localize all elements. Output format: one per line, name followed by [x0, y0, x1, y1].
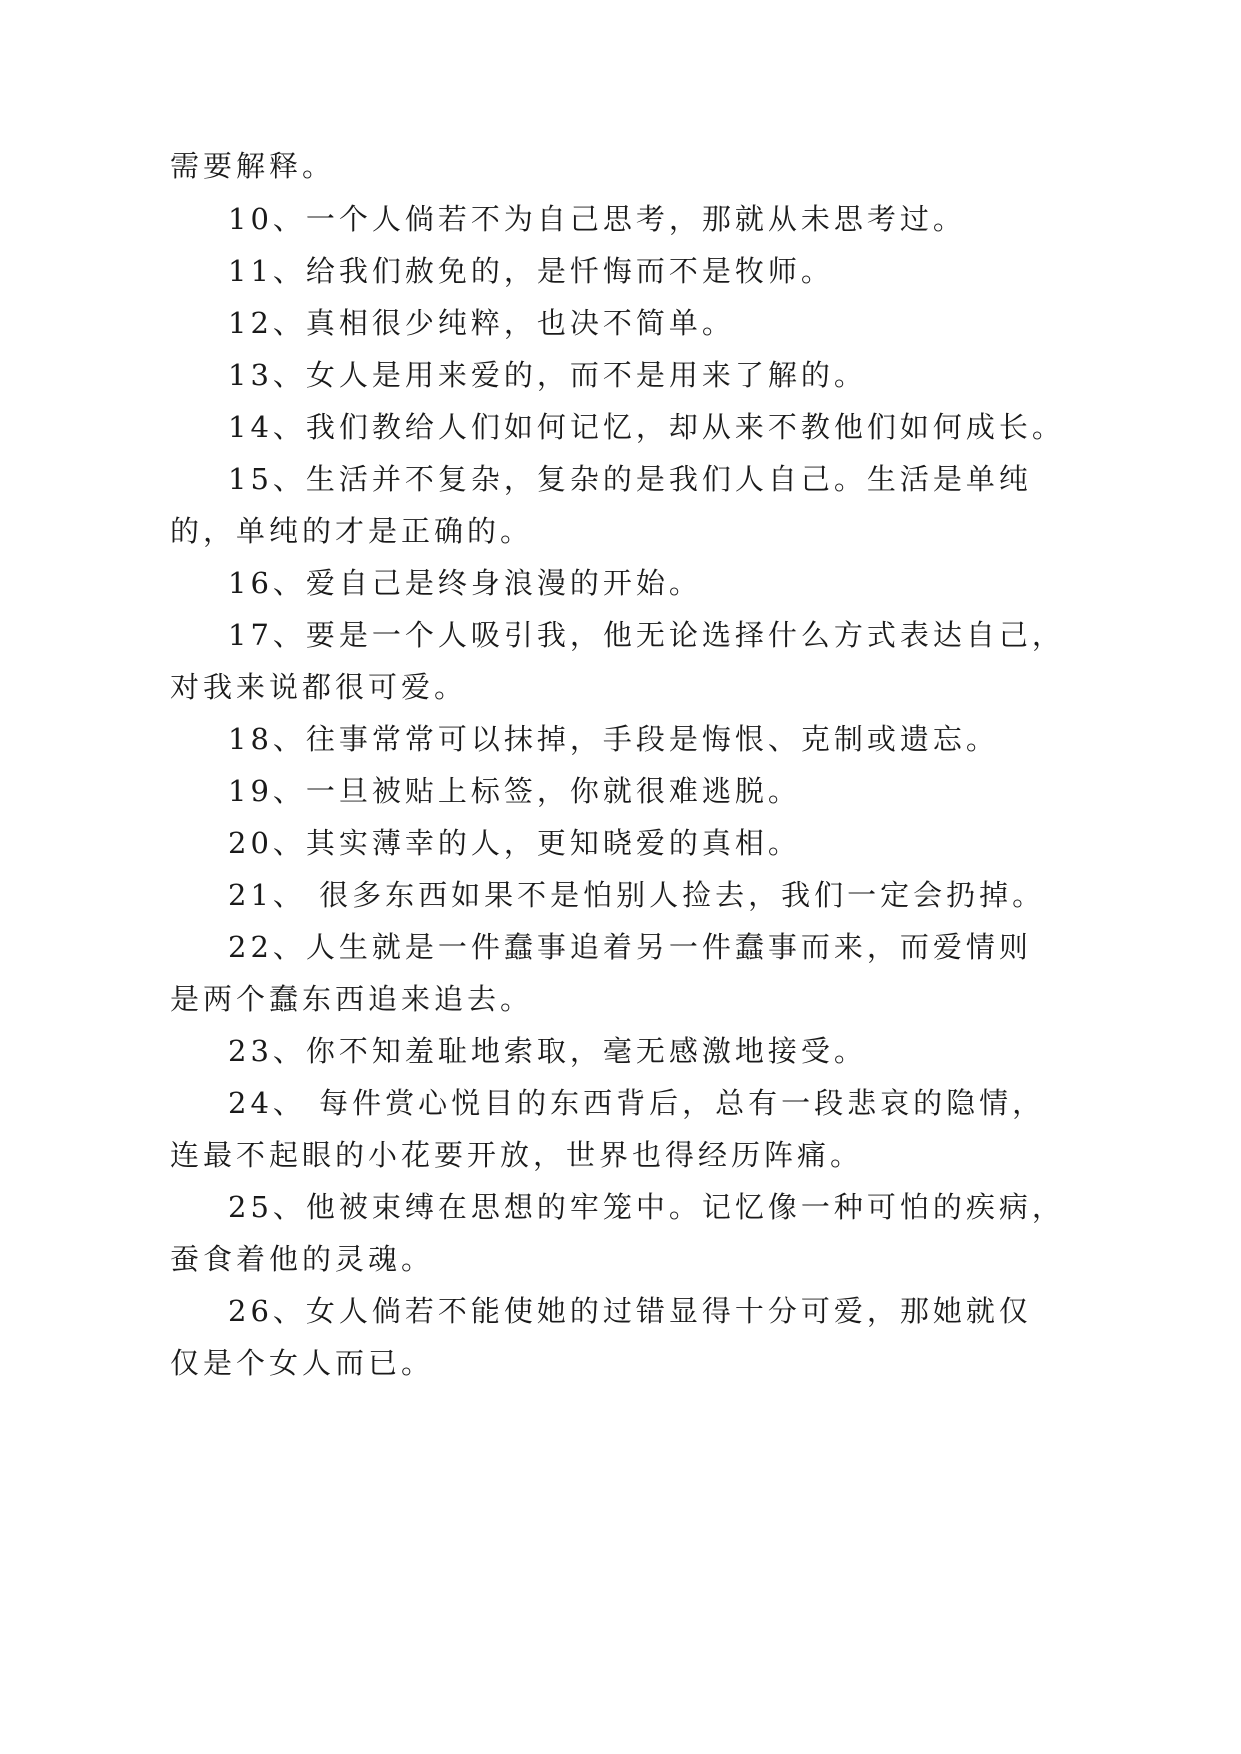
- text-line: 11、给我们赦免的，是忏悔而不是牧师。: [228, 254, 834, 288]
- text-line: 18、往事常常可以抹掉，手段是悔恨、克制或遗忘。: [228, 722, 999, 756]
- text-line: 14、我们教给人们如何记忆，却从来不教他们如何成长。: [228, 410, 1065, 444]
- text-line: 21、 很多东西如果不是怕别人捡去，我们一定会扔掉。: [228, 878, 1046, 912]
- text-line: 15、生活并不复杂，复杂的是我们人自己。生活是单纯: [228, 462, 1032, 496]
- text-line: 25、他被束缚在思想的牢笼中。记忆像一种可怕的疾病，: [228, 1190, 1065, 1224]
- text-line: 13、女人是用来爱的，而不是用来了解的。: [228, 358, 867, 392]
- text-line: 是两个蠢东西追来追去。: [170, 982, 534, 1016]
- text-line: 24、 每件赏心悦目的东西背后，总有一段悲哀的隐情，: [228, 1086, 1046, 1120]
- text-line: 蚕食着他的灵魂。: [170, 1242, 435, 1276]
- text-line: 的，单纯的才是正确的。: [170, 514, 534, 548]
- text-line: 连最不起眼的小花要开放，世界也得经历阵痛。: [170, 1138, 864, 1172]
- text-line: 对我来说都很可爱。: [170, 670, 468, 704]
- text-line: 12、真相很少纯粹，也决不简单。: [228, 306, 735, 340]
- text-line: 22、人生就是一件蠢事追着另一件蠢事而来，而爱情则: [228, 930, 1032, 964]
- text-line: 10、一个人倘若不为自己思考，那就从未思考过。: [228, 202, 966, 236]
- text-line: 20、其实薄幸的人，更知晓爱的真相。: [228, 826, 801, 860]
- text-line: 仅是个女人而已。: [170, 1346, 435, 1380]
- text-line: 16、爱自己是终身浪漫的开始。: [228, 566, 702, 600]
- text-line: 需要解释。: [170, 149, 336, 183]
- text-line: 19、一旦被贴上标签，你就很难逃脱。: [228, 774, 801, 808]
- text-line: 17、要是一个人吸引我，他无论选择什么方式表达自己，: [228, 618, 1065, 652]
- text-line: 23、你不知羞耻地索取，毫无感激地接受。: [228, 1034, 867, 1068]
- text-line: 26、女人倘若不能使她的过错显得十分可爱，那她就仅: [228, 1294, 1032, 1328]
